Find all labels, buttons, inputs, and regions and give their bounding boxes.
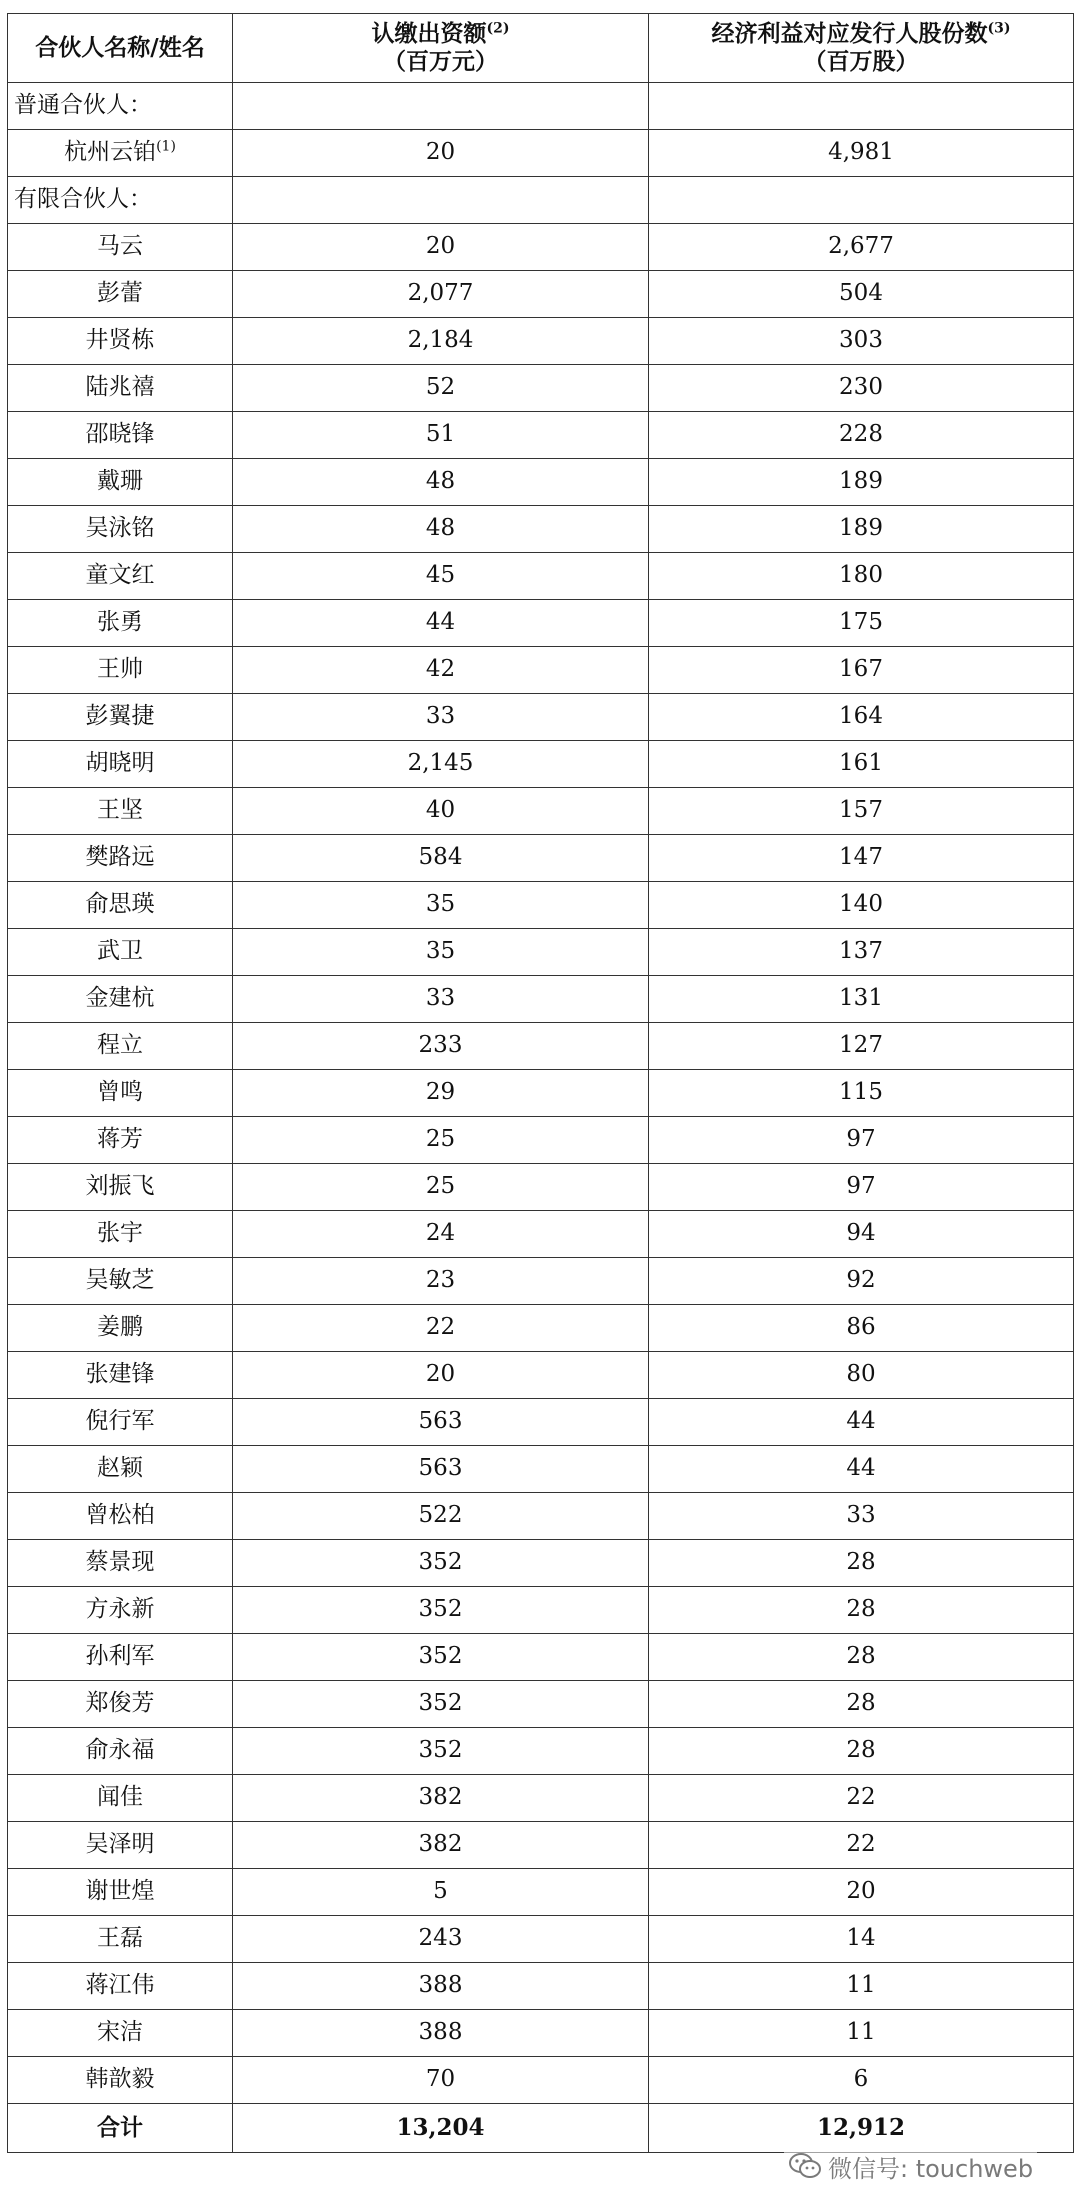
section-label-limited: 有限合伙人： <box>8 177 233 224</box>
partner-name-cell <box>8 130 233 177</box>
partner-row <box>8 600 1074 647</box>
partner-row <box>8 1869 1074 1916</box>
empty-cell <box>233 83 649 130</box>
partner-name-cell: 武卫 <box>8 929 233 976</box>
partner-row <box>8 1305 1074 1352</box>
partner-name-cell: 韩歆毅 <box>8 2057 233 2104</box>
shares-cell: 28 <box>649 1587 1074 1634</box>
partner-name-cell: 孙利军 <box>8 1634 233 1681</box>
partner-row <box>8 1775 1074 1822</box>
total-capital: 13,204 <box>233 2104 649 2153</box>
capital-cell: 33 <box>233 694 649 741</box>
shares-cell: 180 <box>649 553 1074 600</box>
shares-cell: 44 <box>649 1446 1074 1493</box>
capital-cell: 24 <box>233 1211 649 1258</box>
shares-cell: 137 <box>649 929 1074 976</box>
partner-name-cell: 王帅 <box>8 647 233 694</box>
partner-row <box>8 882 1074 929</box>
empty-cell <box>649 83 1074 130</box>
partner-row <box>8 553 1074 600</box>
shares-cell: 86 <box>649 1305 1074 1352</box>
capital-cell: 25 <box>233 1117 649 1164</box>
shares-cell: 20 <box>649 1869 1074 1916</box>
total-label: 合计 <box>8 2104 233 2153</box>
total-row <box>8 2104 1074 2153</box>
partner-row <box>8 1963 1074 2010</box>
shares-cell: 230 <box>649 365 1074 412</box>
capital-cell: 352 <box>233 1540 649 1587</box>
partner-name-cell: 姜鹏 <box>8 1305 233 1352</box>
partner-row <box>8 1728 1074 1775</box>
capital-cell: 352 <box>233 1681 649 1728</box>
partner-row <box>8 835 1074 882</box>
header-row <box>8 14 1074 83</box>
capital-cell: 40 <box>233 788 649 835</box>
partner-row <box>8 1634 1074 1681</box>
capital-cell: 52 <box>233 365 649 412</box>
partner-row <box>8 694 1074 741</box>
capital-cell: 563 <box>233 1446 649 1493</box>
capital-cell: 382 <box>233 1822 649 1869</box>
partner-name-cell: 井贤栋 <box>8 318 233 365</box>
partner-row <box>8 1258 1074 1305</box>
empty-cell <box>649 177 1074 224</box>
capital-cell: 352 <box>233 1634 649 1681</box>
partner-row <box>8 318 1074 365</box>
partner-row <box>8 506 1074 553</box>
partner-name-cell: 蒋芳 <box>8 1117 233 1164</box>
header-capital-label: 认缴出资额 <box>371 20 487 48</box>
partner-name-cell: 王磊 <box>8 1916 233 1963</box>
shares-cell: 44 <box>649 1399 1074 1446</box>
partner-name-cell: 俞永福 <box>8 1728 233 1775</box>
header-shares-note: (3) <box>987 20 1011 37</box>
capital-cell: 23 <box>233 1258 649 1305</box>
capital-cell: 44 <box>233 600 649 647</box>
capital-cell: 33 <box>233 976 649 1023</box>
capital-cell: 51 <box>233 412 649 459</box>
capital-cell: 2,077 <box>233 271 649 318</box>
partner-name: 杭州云铂 <box>64 139 157 166</box>
partner-row <box>8 1164 1074 1211</box>
partner-name-cell: 马云 <box>8 224 233 271</box>
shares-cell: 33 <box>649 1493 1074 1540</box>
shares-cell: 6 <box>649 2057 1074 2104</box>
partner-name-cell: 金建杭 <box>8 976 233 1023</box>
shares-cell: 127 <box>649 1023 1074 1070</box>
partner-row <box>8 1681 1074 1728</box>
capital-cell: 352 <box>233 1587 649 1634</box>
shares-cell: 97 <box>649 1164 1074 1211</box>
partner-row <box>8 412 1074 459</box>
partner-name-cell: 谢世煌 <box>8 1869 233 1916</box>
partner-row <box>8 459 1074 506</box>
partner-name-cell: 赵颖 <box>8 1446 233 1493</box>
general-partner-row <box>8 130 1074 177</box>
partner-row <box>8 1117 1074 1164</box>
watermark-text: 微信号: touchweb <box>828 2154 1034 2183</box>
partner-name-cell: 樊路远 <box>8 835 233 882</box>
partner-name-cell: 蔡景现 <box>8 1540 233 1587</box>
partner-name-cell: 俞思瑛 <box>8 882 233 929</box>
partner-row <box>8 929 1074 976</box>
shares-cell: 189 <box>649 506 1074 553</box>
table-body <box>8 83 1074 2104</box>
partner-name-cell: 戴珊 <box>8 459 233 506</box>
partner-name-cell: 王坚 <box>8 788 233 835</box>
shares-cell: 28 <box>649 1540 1074 1587</box>
capital-cell: 35 <box>233 882 649 929</box>
shares-cell: 94 <box>649 1211 1074 1258</box>
partner-name-cell: 胡晓明 <box>8 741 233 788</box>
shares-cell: 189 <box>649 459 1074 506</box>
capital-cell: 563 <box>233 1399 649 1446</box>
capital-cell: 42 <box>233 647 649 694</box>
shares-cell: 175 <box>649 600 1074 647</box>
partner-row <box>8 1211 1074 1258</box>
header-capital-note: (2) <box>486 20 510 37</box>
partner-row <box>8 788 1074 835</box>
header-subscribed-capital <box>233 14 649 83</box>
partner-name-cell: 蒋江伟 <box>8 1963 233 2010</box>
partner-name-cell: 邵晓锋 <box>8 412 233 459</box>
partner-name-cell: 刘振飞 <box>8 1164 233 1211</box>
partner-name-note: (1) <box>156 138 176 155</box>
total-shares: 12,912 <box>649 2104 1074 2153</box>
capital-cell: 25 <box>233 1164 649 1211</box>
section-label-general: 普通合伙人： <box>8 83 233 130</box>
partner-name-cell: 程立 <box>8 1023 233 1070</box>
header-capital-unit: （百万元） <box>383 48 498 75</box>
shares-cell: 228 <box>649 412 1074 459</box>
capital-cell: 388 <box>233 1963 649 2010</box>
shares-cell: 14 <box>649 1916 1074 1963</box>
shares-cell: 28 <box>649 1681 1074 1728</box>
shares-cell: 115 <box>649 1070 1074 1117</box>
shares-cell: 92 <box>649 1258 1074 1305</box>
header-shares-label: 经济利益对应发行人股份数 <box>711 20 988 48</box>
partner-name-cell: 吴泽明 <box>8 1822 233 1869</box>
shares-cell: 303 <box>649 318 1074 365</box>
shares-cell: 11 <box>649 2010 1074 2057</box>
capital-cell: 233 <box>233 1023 649 1070</box>
shares-cell: 22 <box>649 1822 1074 1869</box>
shares-cell: 22 <box>649 1775 1074 1822</box>
partner-row <box>8 271 1074 318</box>
partner-row <box>8 224 1074 271</box>
partner-table <box>7 13 1074 2153</box>
partner-name-cell: 张宇 <box>8 1211 233 1258</box>
capital-cell: 352 <box>233 1728 649 1775</box>
capital-cell: 48 <box>233 459 649 506</box>
capital-cell: 20 <box>233 130 649 177</box>
partner-name-cell: 彭蕾 <box>8 271 233 318</box>
shares-cell: 80 <box>649 1352 1074 1399</box>
shares-cell: 147 <box>649 835 1074 882</box>
partner-row <box>8 1399 1074 1446</box>
shares-cell: 28 <box>649 1634 1074 1681</box>
partner-row <box>8 1070 1074 1117</box>
capital-cell: 2,145 <box>233 741 649 788</box>
capital-cell: 5 <box>233 1869 649 1916</box>
partner-row <box>8 2057 1074 2104</box>
shares-cell: 4,981 <box>649 130 1074 177</box>
partner-name-cell: 张勇 <box>8 600 233 647</box>
capital-cell: 522 <box>233 1493 649 1540</box>
header-partner-name-label: 合伙人名称/姓名 <box>35 34 205 62</box>
capital-cell: 243 <box>233 1916 649 1963</box>
capital-cell: 45 <box>233 553 649 600</box>
partner-row <box>8 1352 1074 1399</box>
header-share-count <box>649 14 1074 83</box>
partner-row <box>8 1822 1074 1869</box>
capital-cell: 35 <box>233 929 649 976</box>
partner-name-cell: 彭翼捷 <box>8 694 233 741</box>
capital-cell: 29 <box>233 1070 649 1117</box>
partner-row <box>8 1023 1074 1070</box>
header-shares-unit: （百万股） <box>803 48 919 75</box>
partner-name-cell: 吴敏芝 <box>8 1258 233 1305</box>
partner-name-cell: 张建锋 <box>8 1352 233 1399</box>
partner-name-cell: 倪行军 <box>8 1399 233 1446</box>
partner-row <box>8 1587 1074 1634</box>
section-row-limited <box>8 177 1074 224</box>
shares-cell: 2,677 <box>649 224 1074 271</box>
capital-cell: 20 <box>233 1352 649 1399</box>
shares-cell: 131 <box>649 976 1074 1023</box>
partner-name-cell: 吴泳铭 <box>8 506 233 553</box>
shares-cell: 11 <box>649 1963 1074 2010</box>
wechat-icon <box>788 2152 822 2180</box>
partner-row <box>8 1540 1074 1587</box>
partner-name-cell: 方永新 <box>8 1587 233 1634</box>
empty-cell <box>233 177 649 224</box>
shares-cell: 140 <box>649 882 1074 929</box>
shares-cell: 28 <box>649 1728 1074 1775</box>
section-row-general <box>8 83 1074 130</box>
shares-cell: 97 <box>649 1117 1074 1164</box>
partner-row <box>8 2010 1074 2057</box>
capital-cell: 584 <box>233 835 649 882</box>
partner-row <box>8 741 1074 788</box>
header-partner-name <box>8 14 233 83</box>
partner-name-cell: 郑俊芳 <box>8 1681 233 1728</box>
partner-name-cell: 闻佳 <box>8 1775 233 1822</box>
shares-cell: 167 <box>649 647 1074 694</box>
shares-cell: 157 <box>649 788 1074 835</box>
shares-cell: 164 <box>649 694 1074 741</box>
partner-row <box>8 1446 1074 1493</box>
shares-cell: 504 <box>649 271 1074 318</box>
watermark <box>784 2150 1037 2182</box>
partner-row <box>8 1916 1074 1963</box>
capital-cell: 2,184 <box>233 318 649 365</box>
partner-row <box>8 1493 1074 1540</box>
capital-cell: 48 <box>233 506 649 553</box>
partner-row <box>8 647 1074 694</box>
partner-row <box>8 976 1074 1023</box>
partner-name-cell: 曾鸣 <box>8 1070 233 1117</box>
partner-row <box>8 365 1074 412</box>
partner-name-cell: 陆兆禧 <box>8 365 233 412</box>
capital-cell: 22 <box>233 1305 649 1352</box>
capital-cell: 388 <box>233 2010 649 2057</box>
partner-name-cell: 宋洁 <box>8 2010 233 2057</box>
capital-cell: 382 <box>233 1775 649 1822</box>
partner-name-cell: 曾松柏 <box>8 1493 233 1540</box>
capital-cell: 20 <box>233 224 649 271</box>
partner-name-cell: 童文红 <box>8 553 233 600</box>
shares-cell: 161 <box>649 741 1074 788</box>
capital-cell: 70 <box>233 2057 649 2104</box>
